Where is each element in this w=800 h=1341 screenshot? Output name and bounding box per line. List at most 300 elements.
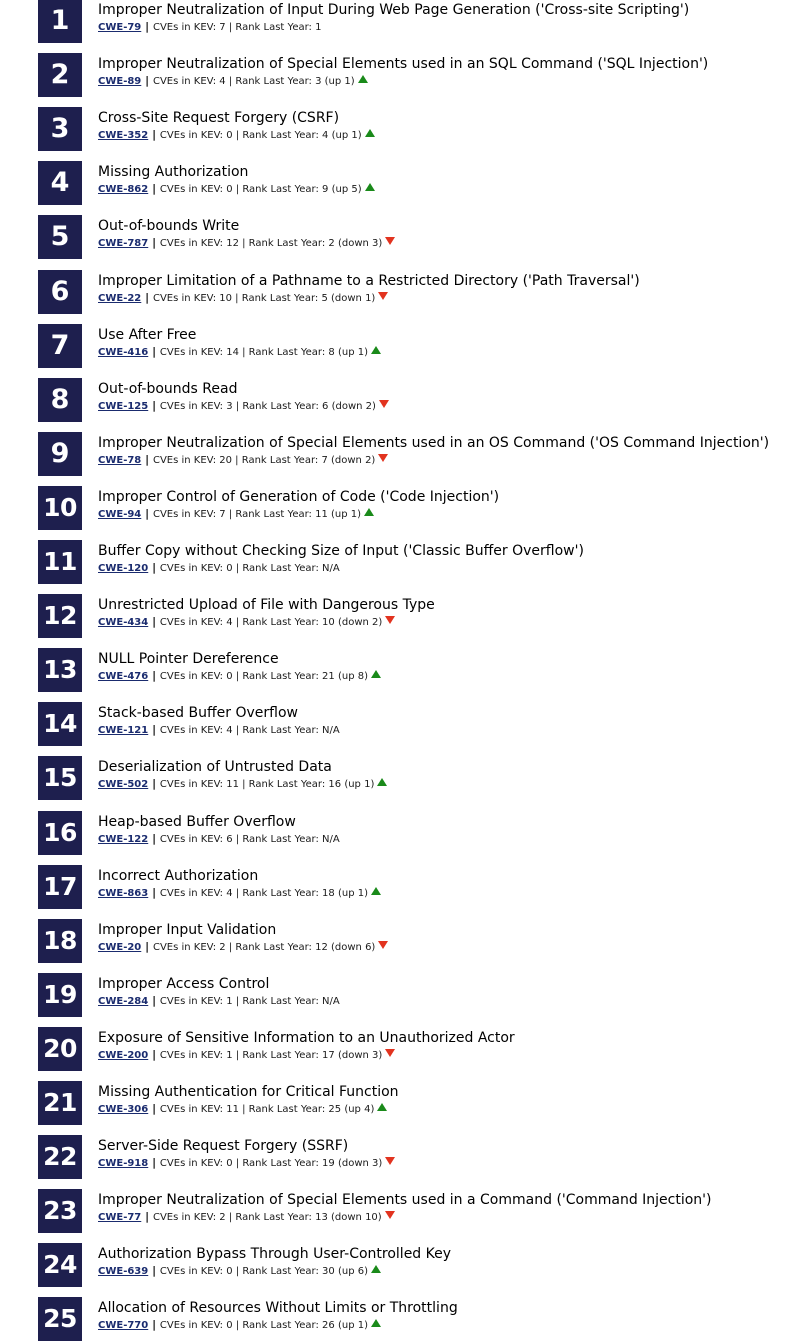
rank-badge: 7 — [38, 324, 82, 368]
kev-label: CVEs in KEV: — [159, 184, 227, 195]
kev-count: 2 — [219, 942, 226, 953]
separator: | — [232, 996, 243, 1007]
kev-count: 7 — [219, 509, 226, 520]
weakness-title: Stack-based Buffer Overflow — [98, 705, 298, 721]
rank-change: (up 1) — [324, 76, 355, 87]
separator: | — [232, 1266, 243, 1277]
rank-last-year-label: Rank Last Year: — [242, 563, 323, 574]
cwe-id-link[interactable]: CWE-79 — [98, 22, 142, 33]
rank-change: (down 1) — [331, 293, 376, 304]
cwe-id-link[interactable]: CWE-122 — [98, 834, 149, 845]
down-arrow-icon — [378, 941, 388, 949]
cwe-list-item — [0, 702, 800, 746]
rank-change: (up 1) — [337, 888, 368, 899]
weakness-meta — [98, 940, 388, 954]
kev-count: 3 — [226, 401, 233, 412]
cwe-list-item — [0, 161, 800, 205]
cwe-list-item — [0, 1027, 800, 1071]
cwe-list-item — [0, 107, 800, 151]
separator: | — [141, 507, 153, 520]
weakness-title: Improper Access Control — [98, 976, 270, 992]
separator: | — [232, 1050, 243, 1061]
cwe-id-link[interactable]: CWE-94 — [98, 509, 142, 520]
rank-change: (down 2) — [331, 401, 376, 412]
rank-last-year-label: Rank Last Year: — [242, 617, 323, 628]
weakness-title: Missing Authorization — [98, 164, 249, 180]
cwe-id-link[interactable]: CWE-770 — [98, 1320, 149, 1331]
rank-badge: 20 — [38, 1027, 82, 1071]
cwe-id-link[interactable]: CWE-78 — [98, 455, 142, 466]
kev-count: 1 — [226, 996, 233, 1007]
rank-last-year-value: 18 — [322, 888, 335, 899]
down-arrow-icon — [385, 616, 395, 624]
kev-count: 0 — [226, 671, 233, 682]
separator: | — [148, 128, 160, 141]
rank-last-year-label: Rank Last Year: — [241, 455, 322, 466]
kev-label: CVEs in KEV: — [159, 1320, 227, 1331]
kev-count: 0 — [226, 563, 233, 574]
weakness-meta — [98, 20, 321, 34]
rank-badge: 3 — [38, 107, 82, 151]
rank-last-year-value: N/A — [322, 563, 340, 574]
weakness-meta — [98, 1102, 387, 1116]
cwe-list-item — [0, 432, 800, 476]
cwe-id-link[interactable]: CWE-434 — [98, 617, 149, 628]
rank-badge: 1 — [38, 0, 82, 43]
cwe-list-item — [0, 270, 800, 314]
cwe-id-link[interactable]: CWE-20 — [98, 942, 142, 953]
rank-last-year-value: 3 — [315, 76, 322, 87]
weakness-meta — [98, 832, 340, 846]
weakness-meta — [98, 1156, 395, 1170]
weakness-title: Unrestricted Upload of File with Dangerous Type — [98, 597, 435, 613]
rank-last-year-value: N/A — [322, 996, 340, 1007]
kev-count: 2 — [219, 1212, 226, 1223]
separator: | — [148, 615, 160, 628]
kev-count: 6 — [226, 834, 233, 845]
rank-badge: 15 — [38, 756, 82, 800]
separator: | — [232, 671, 243, 682]
rank-last-year-label: Rank Last Year: — [242, 888, 323, 899]
rank-change: (up 6) — [337, 1266, 368, 1277]
separator: | — [148, 182, 160, 195]
rank-badge: 2 — [38, 53, 82, 97]
weakness-title: Improper Neutralization of Special Elements used in a Command ('Command Injection') — [98, 1192, 712, 1208]
kev-count: 4 — [226, 617, 233, 628]
rank-last-year-label: Rank Last Year: — [241, 293, 322, 304]
separator: | — [232, 617, 243, 628]
kev-label: CVEs in KEV: — [152, 455, 220, 466]
rank-badge: 6 — [38, 270, 82, 314]
separator: | — [148, 561, 160, 574]
kev-count: 12 — [226, 238, 239, 249]
rank-change: (up 4) — [344, 1104, 375, 1115]
weakness-meta — [98, 291, 388, 305]
weakness-title: Out-of-bounds Write — [98, 218, 240, 234]
rank-last-year-value: 19 — [322, 1158, 335, 1169]
weakness-meta — [98, 1048, 395, 1062]
rank-badge: 8 — [38, 378, 82, 422]
separator: | — [141, 453, 153, 466]
rank-change: (down 6) — [331, 942, 376, 953]
weakness-meta — [98, 236, 395, 250]
rank-last-year-label: Rank Last Year: — [242, 401, 323, 412]
kev-label: CVEs in KEV: — [152, 293, 220, 304]
kev-label: CVEs in KEV: — [159, 238, 227, 249]
weakness-meta — [98, 182, 375, 196]
kev-label: CVEs in KEV: — [159, 671, 227, 682]
cwe-list-item — [0, 1081, 800, 1125]
weakness-title: NULL Pointer Dereference — [98, 651, 279, 667]
separator: | — [141, 74, 153, 87]
cwe-list-item — [0, 0, 800, 43]
cwe-id-link[interactable]: CWE-862 — [98, 184, 149, 195]
weakness-meta — [98, 669, 381, 683]
separator: | — [232, 130, 243, 141]
rank-badge: 16 — [38, 811, 82, 855]
kev-count: 1 — [226, 1050, 233, 1061]
cwe-id-link[interactable]: CWE-352 — [98, 130, 149, 141]
cwe-list-item — [0, 53, 800, 97]
cwe-id-link[interactable]: CWE-121 — [98, 725, 149, 736]
kev-label: CVEs in KEV: — [159, 834, 227, 845]
down-arrow-icon — [378, 454, 388, 462]
weakness-meta — [98, 1264, 381, 1278]
down-arrow-icon — [385, 1211, 395, 1219]
weakness-meta — [98, 723, 340, 737]
kev-label: CVEs in KEV: — [159, 888, 227, 899]
down-arrow-icon — [378, 292, 388, 300]
down-arrow-icon — [385, 1049, 395, 1057]
kev-count: 7 — [219, 22, 226, 33]
weakness-title: Improper Control of Generation of Code ('Code Injection') — [98, 489, 500, 505]
cwe-list-item — [0, 378, 800, 422]
separator: | — [148, 1318, 160, 1331]
weakness-title: Missing Authentication for Critical Function — [98, 1084, 399, 1100]
separator: | — [148, 1264, 160, 1277]
kev-label: CVEs in KEV: — [159, 1050, 227, 1061]
rank-badge: 23 — [38, 1189, 82, 1233]
rank-badge: 18 — [38, 919, 82, 963]
rank-last-year-value: 8 — [328, 347, 335, 358]
rank-last-year-value: 2 — [328, 238, 335, 249]
cwe-list-item — [0, 1189, 800, 1233]
kev-label: CVEs in KEV: — [152, 22, 220, 33]
separator: | — [232, 1320, 243, 1331]
cwe-id-link[interactable]: CWE-200 — [98, 1050, 149, 1061]
separator: | — [141, 291, 153, 304]
down-arrow-icon — [385, 237, 395, 245]
cwe-list-item — [0, 811, 800, 855]
rank-last-year-value: 25 — [328, 1104, 342, 1115]
weakness-meta — [98, 561, 340, 575]
weakness-title: Incorrect Authorization — [98, 868, 259, 884]
weakness-title: Improper Neutralization of Special Elements used in an OS Command ('OS Command Injection') — [98, 435, 770, 451]
rank-last-year-label: Rank Last Year: — [242, 834, 323, 845]
separator: | — [232, 401, 243, 412]
rank-last-year-value: 7 — [321, 455, 328, 466]
cwe-list-item — [0, 215, 800, 259]
weakness-title: Improper Input Validation — [98, 922, 277, 938]
separator: | — [141, 20, 153, 33]
rank-last-year-label: Rank Last Year: — [248, 1104, 329, 1115]
kev-count: 4 — [226, 888, 233, 899]
separator: | — [225, 509, 236, 520]
cwe-list-item — [0, 594, 800, 638]
up-arrow-icon — [371, 670, 381, 678]
weakness-meta — [98, 886, 381, 900]
rank-last-year-value: 16 — [328, 779, 342, 790]
rank-badge: 9 — [38, 432, 82, 476]
kev-count: 4 — [219, 76, 226, 87]
rank-badge: 5 — [38, 215, 82, 259]
weakness-title: Exposure of Sensitive Information to an Unauthorized Actor — [98, 1030, 515, 1046]
weakness-meta — [98, 1210, 395, 1224]
cwe-id-link[interactable]: CWE-22 — [98, 293, 142, 304]
rank-change: (up 1) — [337, 347, 368, 358]
rank-last-year-value: 6 — [322, 401, 329, 412]
rank-change: (up 1) — [337, 1320, 368, 1331]
cwe-list-item — [0, 756, 800, 800]
rank-last-year-label: Rank Last Year: — [242, 671, 323, 682]
kev-label: CVEs in KEV: — [159, 1104, 227, 1115]
kev-count: 0 — [226, 184, 233, 195]
kev-label: CVEs in KEV: — [159, 996, 227, 1007]
kev-label: CVEs in KEV: — [152, 76, 220, 87]
separator: | — [238, 1104, 249, 1115]
rank-last-year-label: Rank Last Year: — [235, 942, 316, 953]
kev-label: CVEs in KEV: — [152, 942, 220, 953]
rank-last-year-value: 21 — [322, 671, 335, 682]
weakness-title: Improper Neutralization of Special Elements used in an SQL Command ('SQL Injection') — [98, 56, 709, 72]
separator: | — [148, 236, 160, 249]
rank-last-year-label: Rank Last Year: — [248, 347, 329, 358]
weakness-title: Heap-based Buffer Overflow — [98, 814, 296, 830]
kev-label: CVEs in KEV: — [159, 779, 227, 790]
cwe-id-link[interactable]: CWE-125 — [98, 401, 149, 412]
weakness-title: Deserialization of Untrusted Data — [98, 759, 332, 775]
up-arrow-icon — [364, 508, 374, 516]
weakness-meta — [98, 453, 388, 467]
rank-change: (up 1) — [331, 130, 362, 141]
cwe-id-link[interactable]: CWE-89 — [98, 76, 142, 87]
separator: | — [148, 345, 160, 358]
weakness-title: Authorization Bypass Through User-Controlled Key — [98, 1246, 452, 1262]
rank-last-year-label: Rank Last Year: — [242, 1158, 323, 1169]
rank-badge: 4 — [38, 161, 82, 205]
cwe-list-item — [0, 540, 800, 584]
up-arrow-icon — [371, 1265, 381, 1273]
rank-change: (down 3) — [337, 1158, 383, 1169]
rank-last-year-value: 9 — [322, 184, 329, 195]
cwe-list-item — [0, 486, 800, 530]
separator: | — [238, 238, 249, 249]
separator: | — [148, 1048, 160, 1061]
kev-count: 14 — [226, 347, 239, 358]
kev-label: CVEs in KEV: — [159, 1266, 227, 1277]
separator: | — [225, 22, 236, 33]
cwe-list-item — [0, 973, 800, 1017]
weakness-title: Use After Free — [98, 327, 197, 343]
down-arrow-icon — [379, 400, 389, 408]
rank-badge: 21 — [38, 1081, 82, 1125]
weakness-title: Buffer Copy without Checking Size of Input ('Classic Buffer Overflow') — [98, 543, 584, 559]
separator: | — [148, 723, 160, 736]
rank-change: (down 3) — [337, 238, 383, 249]
rank-badge: 24 — [38, 1243, 82, 1287]
rank-last-year-label: Rank Last Year: — [248, 238, 329, 249]
separator: | — [141, 1210, 153, 1223]
weakness-title: Improper Neutralization of Input During Web Page Generation ('Cross-site Scripting') — [98, 2, 690, 18]
rank-badge: 12 — [38, 594, 82, 638]
rank-last-year-label: Rank Last Year: — [242, 725, 323, 736]
separator: | — [148, 399, 160, 412]
cwe-id-link[interactable]: CWE-416 — [98, 347, 149, 358]
kev-label: CVEs in KEV: — [159, 347, 227, 358]
separator: | — [232, 834, 243, 845]
separator: | — [148, 669, 160, 682]
cwe-id-link[interactable]: CWE-284 — [98, 996, 149, 1007]
rank-last-year-label: Rank Last Year: — [235, 1212, 316, 1223]
rank-change: (up 1) — [331, 509, 362, 520]
down-arrow-icon — [385, 1157, 395, 1165]
weakness-meta — [98, 1318, 381, 1332]
weakness-meta — [98, 994, 340, 1008]
kev-label: CVEs in KEV: — [159, 725, 227, 736]
rank-last-year-value: N/A — [322, 834, 340, 845]
weakness-meta — [98, 345, 381, 359]
kev-label: CVEs in KEV: — [159, 563, 227, 574]
cwe-list-item — [0, 324, 800, 368]
weakness-title: Allocation of Resources Without Limits or Throttling — [98, 1300, 458, 1316]
up-arrow-icon — [371, 887, 381, 895]
rank-last-year-value: 13 — [315, 1212, 328, 1223]
separator: | — [148, 994, 160, 1007]
rank-last-year-label: Rank Last Year: — [235, 509, 316, 520]
separator: | — [232, 1158, 243, 1169]
rank-last-year-value: N/A — [322, 725, 340, 736]
kev-label: CVEs in KEV: — [159, 401, 227, 412]
kev-label: CVEs in KEV: — [159, 1158, 227, 1169]
up-arrow-icon — [358, 75, 368, 83]
separator: | — [225, 942, 236, 953]
up-arrow-icon — [365, 183, 375, 191]
cwe-id-link[interactable]: CWE-502 — [98, 779, 149, 790]
rank-last-year-value: 5 — [321, 293, 328, 304]
cwe-list-item — [0, 1297, 800, 1341]
rank-last-year-label: Rank Last Year: — [235, 76, 316, 87]
rank-last-year-value: 30 — [322, 1266, 335, 1277]
rank-change: (up 8) — [337, 671, 368, 682]
separator: | — [231, 455, 242, 466]
rank-last-year-label: Rank Last Year: — [242, 1320, 323, 1331]
cwe-id-link[interactable]: CWE-306 — [98, 1104, 149, 1115]
rank-last-year-label: Rank Last Year: — [242, 184, 323, 195]
rank-badge: 11 — [38, 540, 82, 584]
rank-badge: 17 — [38, 865, 82, 909]
rank-last-year-label: Rank Last Year: — [242, 1050, 323, 1061]
kev-count: 0 — [226, 130, 233, 141]
rank-last-year-label: Rank Last Year: — [235, 22, 316, 33]
rank-last-year-label: Rank Last Year: — [248, 779, 329, 790]
separator: | — [148, 1102, 160, 1115]
rank-last-year-value: 17 — [322, 1050, 335, 1061]
rank-badge: 10 — [38, 486, 82, 530]
cwe-list-item — [0, 648, 800, 692]
separator: | — [232, 725, 243, 736]
kev-count: 20 — [219, 455, 232, 466]
rank-last-year-label: Rank Last Year: — [242, 130, 323, 141]
kev-label: CVEs in KEV: — [159, 130, 227, 141]
separator: | — [148, 1156, 160, 1169]
separator: | — [225, 1212, 236, 1223]
kev-count: 0 — [226, 1266, 233, 1277]
weakness-title: Improper Limitation of a Pathname to a Restricted Directory ('Path Traversal') — [98, 273, 640, 289]
rank-change: (down 3) — [337, 1050, 383, 1061]
cwe-id-link[interactable]: CWE-77 — [98, 1212, 142, 1223]
separator: | — [238, 779, 249, 790]
kev-count: 0 — [226, 1158, 233, 1169]
cwe-id-link[interactable]: CWE-120 — [98, 563, 149, 574]
rank-change: (down 2) — [337, 617, 383, 628]
rank-change: (up 5) — [331, 184, 362, 195]
up-arrow-icon — [371, 1319, 381, 1327]
weakness-title: Cross-Site Request Forgery (CSRF) — [98, 110, 340, 126]
cwe-list-item — [0, 1135, 800, 1179]
cwe-id-link[interactable]: CWE-787 — [98, 238, 149, 249]
kev-count: 4 — [226, 725, 233, 736]
up-arrow-icon — [377, 778, 387, 786]
separator: | — [141, 940, 153, 953]
cwe-id-link[interactable]: CWE-918 — [98, 1158, 149, 1169]
kev-label: CVEs in KEV: — [152, 1212, 220, 1223]
weakness-meta — [98, 399, 389, 413]
rank-badge: 14 — [38, 702, 82, 746]
rank-change: (up 1) — [344, 779, 375, 790]
rank-last-year-value: 12 — [315, 942, 328, 953]
separator: | — [148, 832, 160, 845]
cwe-list-item — [0, 1243, 800, 1287]
rank-last-year-value: 11 — [315, 509, 328, 520]
weakness-meta — [98, 128, 375, 142]
up-arrow-icon — [365, 129, 375, 137]
cwe-list-item — [0, 865, 800, 909]
weakness-title: Out-of-bounds Read — [98, 381, 238, 397]
weakness-meta — [98, 507, 374, 521]
kev-count: 10 — [219, 293, 232, 304]
rank-badge: 22 — [38, 1135, 82, 1179]
separator: | — [232, 184, 243, 195]
weakness-meta — [98, 74, 368, 88]
separator: | — [232, 563, 243, 574]
rank-last-year-value: 10 — [322, 617, 335, 628]
cwe-id-link[interactable]: CWE-639 — [98, 1266, 149, 1277]
rank-last-year-value: 1 — [315, 22, 322, 33]
up-arrow-icon — [371, 346, 381, 354]
kev-label: CVEs in KEV: — [152, 509, 220, 520]
kev-count: 11 — [226, 779, 239, 790]
weakness-meta — [98, 615, 395, 629]
separator: | — [231, 293, 242, 304]
cwe-id-link[interactable]: CWE-863 — [98, 888, 149, 899]
rank-last-year-label: Rank Last Year: — [242, 996, 323, 1007]
rank-badge: 13 — [38, 648, 82, 692]
up-arrow-icon — [377, 1103, 387, 1111]
cwe-id-link[interactable]: CWE-476 — [98, 671, 149, 682]
weakness-title: Server-Side Request Forgery (SSRF) — [98, 1138, 349, 1154]
rank-badge: 19 — [38, 973, 82, 1017]
kev-count: 11 — [226, 1104, 239, 1115]
